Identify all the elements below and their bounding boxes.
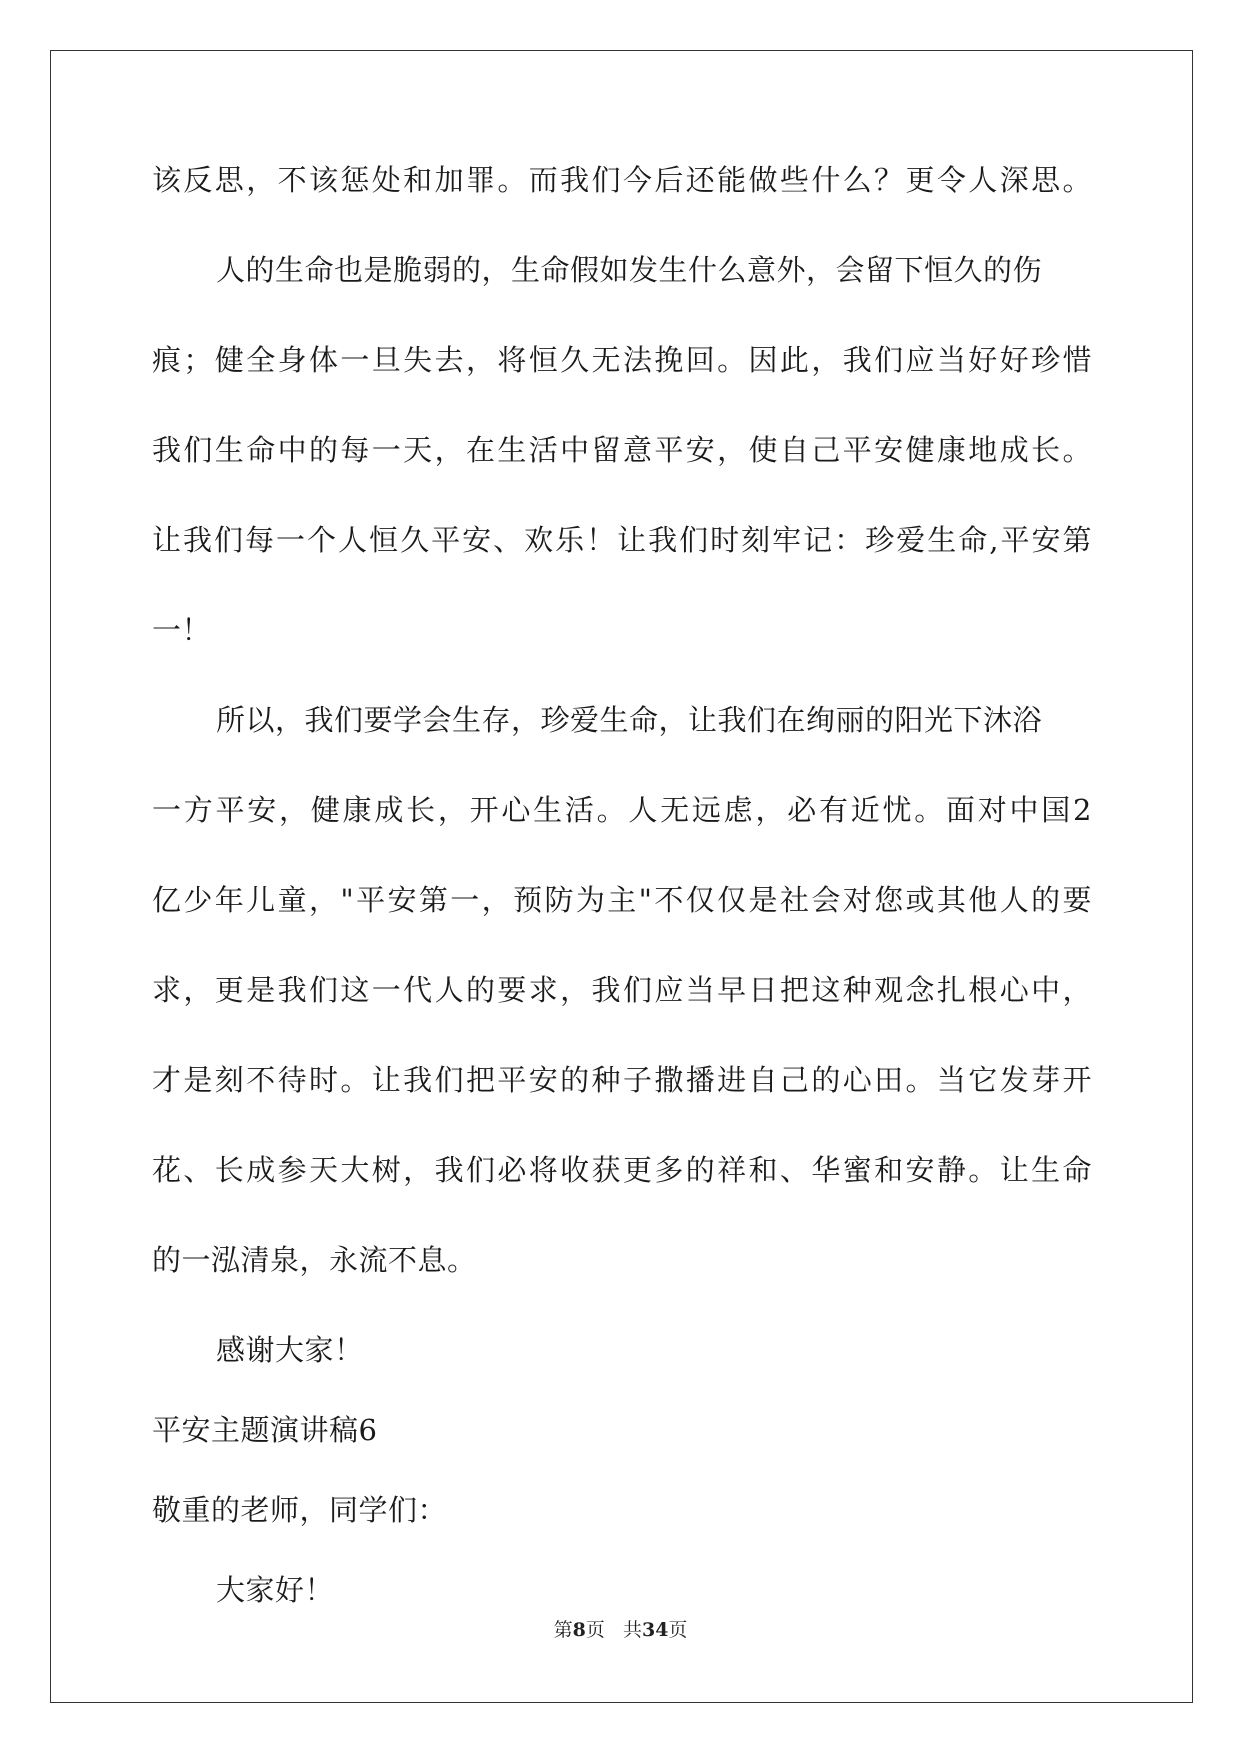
- salutation: 敬重的老师，同学们：: [152, 1493, 448, 1527]
- closing-line: 感谢大家！: [216, 1333, 364, 1367]
- total-pages: 34: [641, 1619, 669, 1641]
- total-label-prefix: 共: [622, 1619, 642, 1641]
- text-line: 一方平安，健康成长，开心生活。人无远虑，必有近忧。面对中国2: [152, 793, 1092, 827]
- paragraph-first-line: 人的生命也是脆弱的，生命假如发生什么意外，会留下恒久的伤: [216, 253, 1043, 287]
- total-label-suffix: 页: [668, 1619, 688, 1641]
- page-footer: [0, 1618, 1241, 1642]
- text-line: 亿少年儿童，"平安第一，预防为主"不仅仅是社会对您或其他人的要: [152, 883, 1092, 917]
- page-number: 8: [572, 1619, 586, 1641]
- text-line: 让我们每一个人恒久平安、欢乐！让我们时刻牢记：珍爱生命,平安第: [152, 523, 1092, 557]
- text-line: 痕；健全身体一旦失去，将恒久无法挽回。因此，我们应当好好珍惜: [152, 343, 1092, 377]
- page-border: [50, 50, 1193, 1703]
- text-line: 我们生命中的每一天，在生活中留意平安，使自己平安健康地成长。: [152, 433, 1092, 467]
- text-line: 花、长成参天大树，我们必将收获更多的祥和、华蜜和安静。让生命: [152, 1153, 1092, 1187]
- section-heading: 平安主题演讲稿6: [152, 1413, 378, 1447]
- text-line: 该反思，不该惩处和加罪。而我们今后还能做些什么？更令人深思。: [152, 163, 1092, 197]
- text-line: 一！: [152, 613, 212, 647]
- page-label-prefix: 第: [553, 1619, 573, 1641]
- paragraph-first-line: 所以，我们要学会生存，珍爱生命，让我们在绚丽的阳光下沐浴: [216, 703, 1043, 737]
- greeting: 大家好！: [216, 1573, 335, 1607]
- page-label-suffix: 页: [585, 1619, 605, 1641]
- text-line: 求，更是我们这一代人的要求，我们应当早日把这种观念扎根心中，: [152, 973, 1092, 1007]
- text-line: 的一泓清泉，永流不息。: [152, 1243, 477, 1277]
- text-line: 才是刻不待时。让我们把平安的种子撒播进自己的心田。当它发芽开: [152, 1063, 1092, 1097]
